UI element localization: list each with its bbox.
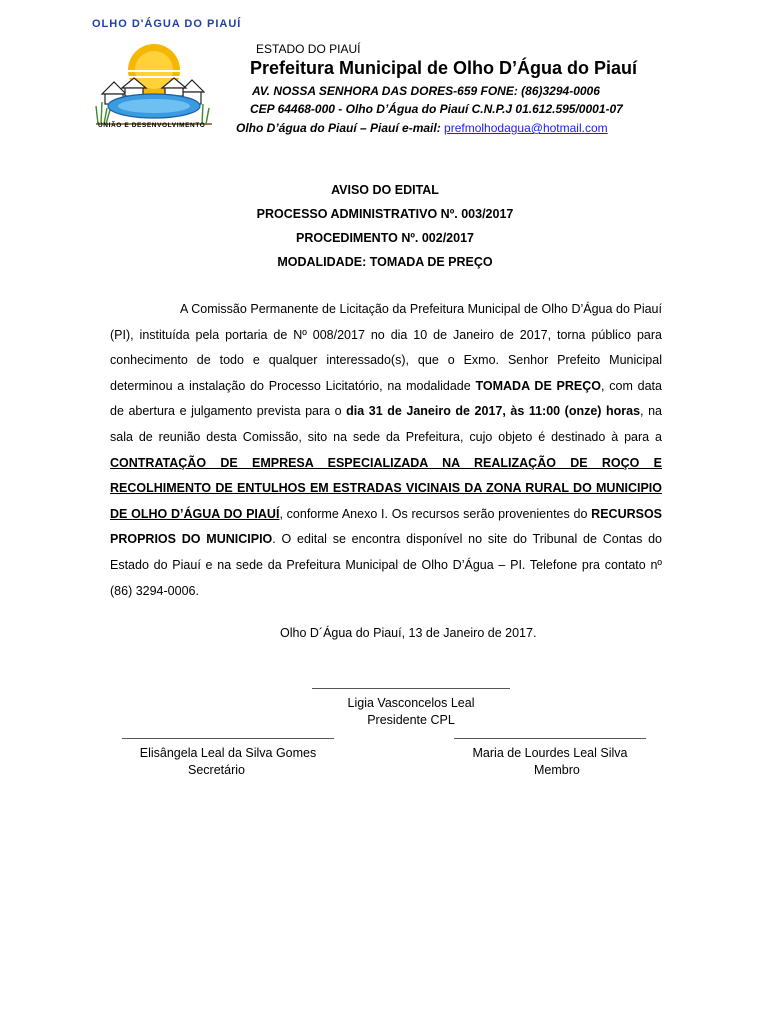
cep-cnpj-line: CEP 64468-000 - Olho D’Água do Piauí C.N.P.J 01.612.595/0001-07: [250, 102, 623, 116]
procedure-number: PROCEDIMENTO Nº. 002/2017: [295, 231, 474, 245]
notice-body: [110, 297, 662, 604]
signature-secretary: [122, 738, 334, 779]
logo-emblem: [92, 36, 216, 128]
body-part-2: , com data de abertura e julgamento prevista para o: [110, 378, 662, 419]
modality: MODALIDADE: TOMADA DE PREÇO: [277, 255, 493, 269]
logo-title: OLHO D'ÁGUA DO PIAUÍ: [92, 18, 242, 30]
municipal-logo: [88, 14, 242, 134]
signer-role: Presidente CPL: [367, 713, 455, 727]
signer-role: Secretário: [188, 763, 245, 777]
city-email-line: [236, 121, 608, 135]
signer-name: Elisângela Leal da Silva Gomes: [139, 746, 317, 760]
body-part-5: . O edital se encontra disponível no site do Tribunal de Contas do Estado do Piauí e na sede da Prefeitura Municipal de Olho D’Água – PI. Telefone pra contato nº (86) 3294-0006.: [110, 532, 663, 598]
notice-title: AVISO DO EDITAL: [331, 183, 439, 197]
body-date-bold: dia 31 de Janeiro de 2017, às 11:00 (onze) horas: [346, 404, 641, 419]
email-link[interactable]: prefmolhodagua@hotmail.com: [444, 121, 608, 135]
body-part-4: , conforme Anexo I. Os recursos serão provenientes do: [279, 506, 592, 521]
body-resources-bold: RECURSOS PROPRIOS DO MUNICIPIO: [110, 506, 663, 547]
logo-motto: UNIÃO E DESENVOLVIMENTO: [98, 122, 206, 129]
body-part-3: , na sala de reunião desta Comissão, sito na sede da Prefeitura, cujo objeto é destinado à para a: [110, 404, 662, 444]
signature-president: [312, 688, 510, 729]
address-line: AV. NOSSA SENHORA DAS DORES-659 FONE: (86)3294-0006: [252, 84, 600, 98]
process-number: PROCESSO ADMINISTRATIVO Nº. 003/2017: [256, 207, 514, 221]
signer-name: Maria de Lourdes Leal Silva: [472, 746, 628, 760]
signer-name: Ligia Vasconcelos Leal: [347, 696, 475, 710]
state-name: ESTADO DO PIAUÍ: [256, 42, 361, 56]
body-modality-bold: TOMADA DE PREÇO: [475, 378, 602, 393]
notice-headings: [0, 178, 770, 274]
signature-line: [312, 688, 510, 689]
prefecture-title: Prefeitura Municipal de Olho D’Água do Piauí: [250, 58, 638, 78]
signature-line: [122, 738, 334, 739]
place-date: Olho D´Água do Piauí, 13 de Janeiro de 2017.: [280, 626, 537, 640]
body-part-1: A Comissão Permanente de Licitação da Prefeitura Municipal de Olho D’Água do Piauí (PI), instituída pela portaria de Nº 008/2017 no dia 10 de Janeiro de 2017, torna público para conhecimento de todo e qualquer interessado(s), que o Exmo. Senhor Prefeito Municipal determinou a instalação do Processo Licitatório, na modalidade: [110, 302, 662, 393]
signature-line: [454, 738, 646, 739]
signature-member: [454, 738, 646, 779]
signer-role: Membro: [534, 763, 580, 777]
city-email-label: Olho D’água do Piauí – Piauí e-mail:: [236, 121, 445, 135]
body-object: CONTRATAÇÃO DE EMPRESA ESPECIALIZADA NA REALIZAÇÃO DE ROÇO E RECOLHIMENTO DE ENTULHOS EM ESTRADAS VICINAIS DA ZONA RURAL DO MUNICIPIO DE OLHO D’ÁGUA DO PIAUÍ: [110, 455, 662, 521]
